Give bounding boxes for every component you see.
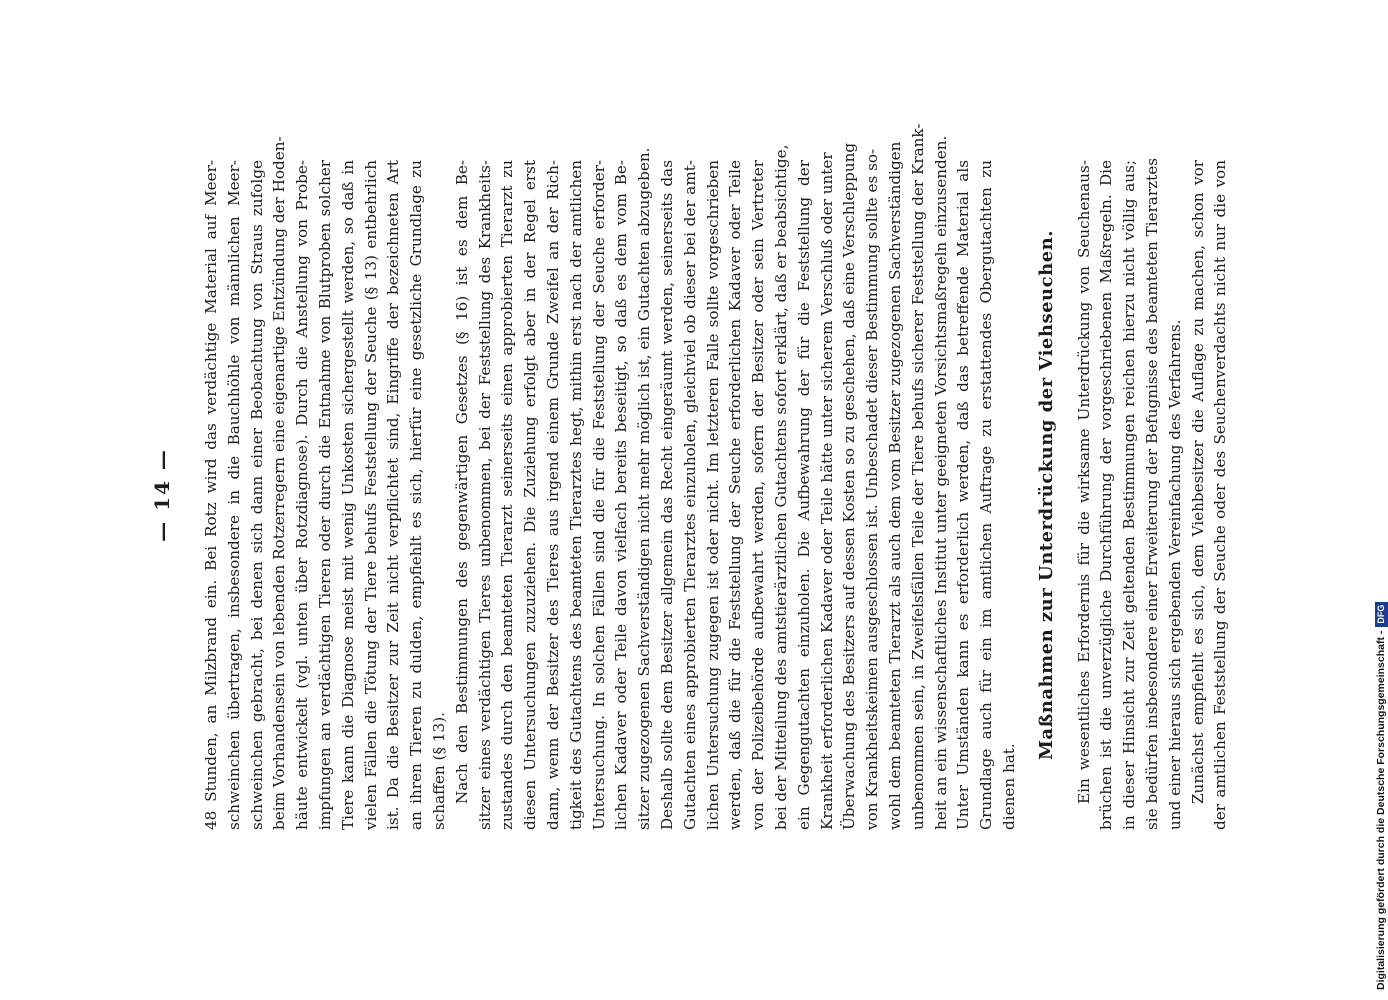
text-line: Ein wesentliches Erfordernis für die wirksame Unterdrückung von Seuchenaus- <box>1074 160 1093 804</box>
text-line: sie bedürfen insbesondere einer Erweiterung der Befugnisse des beamteten Tierarztes <box>1143 157 1162 830</box>
text-line: zustandes durch den beamteten Tierarzt seinerseits einen approbierten Tierarzt zu <box>498 160 517 830</box>
text-line: sitzer zugezogenen Sachverständigen nicht mehr möglich ist, ein Gutachten abzugeben. <box>635 147 654 830</box>
paragraph-2 <box>451 123 1021 830</box>
text-line: diesen Untersuchungen zuzuziehen. Die Zuziehung erfolgt aber in der Regel erst <box>521 160 540 830</box>
scanned-page <box>150 123 1230 830</box>
text-line: dienen hat. <box>999 743 1018 830</box>
paragraph-4 <box>1187 160 1233 830</box>
text-line: tigkeit des Gutachtens des beamteten Tierarztes hegt, mithin erst nach der amtlichen <box>566 160 585 830</box>
text-line: der amtlichen Feststellung der Seuche oder des Seuchenverdachts nicht nur die von <box>1211 160 1230 830</box>
text-line: lichen Kadaver oder Teile davon vielfach bereits beseitigt, so daß es dem vom Be- <box>612 160 631 830</box>
text-line: dann, wenn der Besitzer des Tieres aus irgend einem Grunde Zweifel an der Rich- <box>543 160 562 830</box>
dfg-logo: DFG <box>1375 602 1388 627</box>
text-line: von der Polizeibehörde aufbewahrt werden, sofern der Besitzer oder sein Vertreter <box>749 160 768 830</box>
paragraph-3 <box>1073 157 1187 830</box>
text-line: beim Vorhandensein von lebenden Rotzerregern eine eigenartige Entzündung der Hoden- <box>270 136 289 830</box>
text-line: an ihren Tieren zu dulden, empfiehlt es sich, hierfür eine gesetzliche Grundlage zu <box>407 160 426 830</box>
text-line: schweinchen übertragen, insbesondere in die Bauchhöhle von männlichen Meer- <box>224 160 243 830</box>
text-line: 48 Stunden, an Milzbrand ein. Bei Rotz wird das verdächtige Material auf Meer- <box>202 160 220 830</box>
text-line: schaffen (§ 13). <box>429 712 448 830</box>
text-line: ein Gegengutachten einzuholen. Die Aufbewahrung der für die Feststellung der <box>794 160 813 830</box>
text-line: impfungen an verdächtigen Tieren oder durch die Entnahme von Blutproben solcher <box>315 160 334 830</box>
body-text <box>200 123 1232 830</box>
text-line: Gutachten eines approbierten Tierarztes einzuholen, gleichviel ob dieser bei der amt- <box>680 160 699 830</box>
text-line: in dieser Hinsicht zur Zeit geltenden Bestimmungen reichen hierzu nicht völlig aus; <box>1120 160 1139 830</box>
text-line: Deshalb sollte dem Besitzer allgemein das Recht eingeräumt werden, seinerseits das <box>657 160 676 830</box>
text-line: lichen Untersuchung zugegen ist oder nicht. Im letzteren Falle sollte vorgeschrieben <box>703 160 722 830</box>
paragraph-1 <box>200 136 451 830</box>
text-line: Unter Umständen kann es erforderlich werden, daß das betreffende Material als <box>954 160 973 830</box>
digitization-credit <box>1374 0 1388 990</box>
text-line: werden, daß die für die Feststellung der Seuche erforderlichen Kadaver oder Teile <box>726 160 745 830</box>
credit-text: Digitalisierung gefördert durch die Deutsche Forschungsgemeinschaft - <box>1375 630 1387 990</box>
text-line: unbenommen sein, in Zweifelsfällen Teile der Tiere behufs sicherer Feststellung der Krank- <box>908 123 927 830</box>
text-line: sitzer eines verdächtigen Tieres unbenommen, bei der Feststellung des Krankheits- <box>475 160 494 830</box>
text-line: wohl dem beamteten Tierarzt als auch dem vom Besitzer zugezogenen Sachverständigen <box>885 141 904 830</box>
text-line: Grundlage auch für ein im amtlichen Auftrage zu erstattendes Obergutachten zu <box>977 160 996 830</box>
text-line: vielen Fällen die Tötung der Tiere behufs Feststellung der Seuche (§ 13) entbehrlich <box>361 160 380 830</box>
text-line: Untersuchung. In solchen Fällen sind die für die Feststellung der Seuche erforder- <box>589 160 608 830</box>
text-line: Nach den Bestimmungen des gegenwärtigen Gesetzes (§ 16) ist es dem Be- <box>452 160 471 804</box>
text-line: und einer hieraus sich ergebenden Vereinfachung des Verfahrens. <box>1165 319 1184 830</box>
section-heading: Maßnahmen zur Unterdrückung der Viehseuchen. <box>1035 230 1057 760</box>
text-line: Zunächst empfiehlt es sich, dem Viehbesitzer die Auflage zu machen, schon vor <box>1188 160 1207 804</box>
text-line: Überwachung des Besitzers auf dessen Kosten so zu geschehen, daß eine Verschleppung <box>840 142 859 830</box>
text-line: heit an ein wissenschaftliches Institut unter geeigneten Vorsichtsmaßregeln einzusenden. <box>931 135 950 830</box>
text-line: Krankheit erforderlichen Kadaver oder Teile hätte unter sicherem Verschluß oder unter <box>817 152 836 830</box>
page-number: — 14 — <box>150 448 174 542</box>
text-line: häute entwickelt (vgl. unten über Rotzdiagnose). Durch die Anstellung von Probe- <box>293 160 312 830</box>
text-line: schweinchen gebracht, bei denen sich dann einer Beobachtung von Straus zufolge <box>247 160 266 830</box>
text-line: von Krankheitskeimen ausgeschlossen ist. Unbeschadet dieser Bestimmung sollte es so- <box>863 148 882 830</box>
text-line: Tiere kann die Diagnose meist mit wenig Unkosten sichergestellt werden, so daß in <box>338 160 357 830</box>
text-line: brüchen ist die unverzügliche Durchführung der vorgeschriebenen Maßregeln. Die <box>1097 160 1116 830</box>
text-line: bei der Mitteilung des amtstierärztlichen Gutachtens sofort erklärt, daß er beabsichtige, <box>771 144 790 830</box>
text-line: ist. Da die Besitzer zur Zeit nicht verpflichtet sind, Eingriffe der bezeichneten Art <box>384 160 403 830</box>
